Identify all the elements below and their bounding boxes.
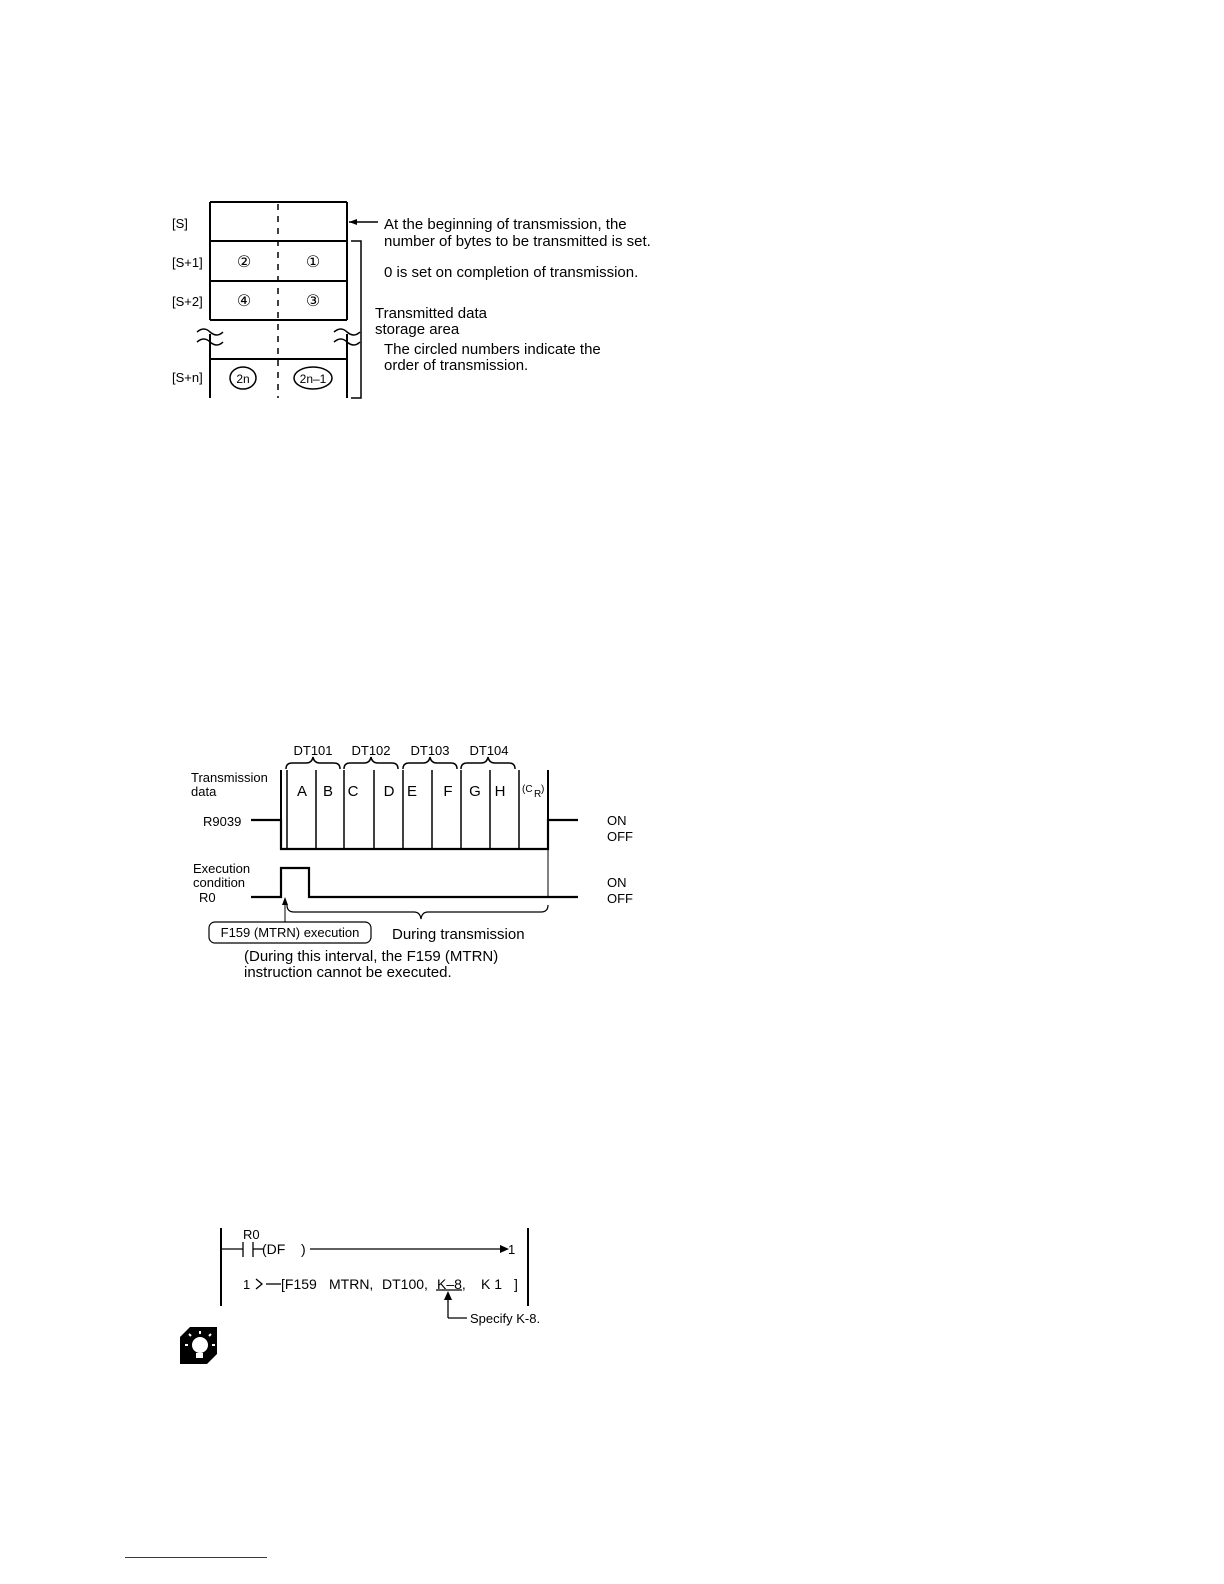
note-text: 0 is set on completion of transmission.: [384, 264, 639, 281]
note-text: Transmitted data: [375, 305, 487, 322]
byte-order: 2n: [236, 372, 250, 386]
word-label: DT104: [469, 743, 509, 758]
row-label: [S+2]: [172, 294, 203, 309]
off-label: OFF: [607, 829, 633, 844]
char-cr: (C: [522, 784, 533, 795]
byte-order: ③: [305, 293, 321, 310]
char-cr: ): [541, 784, 545, 795]
arrow-up-icon: [444, 1291, 452, 1300]
td-label: data: [191, 784, 217, 799]
byte-order: ②: [236, 254, 252, 271]
byte-order: 2n–1: [299, 372, 327, 386]
arrow-head-icon: [349, 219, 357, 225]
word-label: DT103: [410, 743, 450, 758]
ladder-program: [221, 1227, 540, 1326]
arrow-up-icon: [282, 897, 288, 905]
exec-label: Execution: [193, 861, 251, 876]
instr-close: ]: [514, 1276, 518, 1292]
note-text: number of bytes to be transmitted is set.: [384, 233, 651, 250]
signal-label-r9039: R9039: [203, 814, 242, 829]
signal-label-r0: R0: [199, 890, 216, 905]
instr-dt100: DT100,: [382, 1276, 428, 1292]
char-A: A: [296, 783, 308, 800]
char-C: C: [347, 783, 359, 800]
df-instruction-close: ): [301, 1241, 306, 1257]
td-label: Transmission: [191, 770, 268, 785]
on-label: ON: [607, 875, 627, 890]
off-label: OFF: [607, 891, 633, 906]
specify-note: Specify K-8.: [470, 1311, 541, 1326]
interval-note: instruction cannot be executed.: [244, 964, 452, 981]
during-transmission-label: During transmission: [392, 926, 525, 943]
char-H: H: [494, 783, 506, 800]
memory-layout-diagram: [197, 202, 378, 398]
on-label: ON: [607, 813, 627, 828]
row-label: [S]: [172, 216, 188, 231]
word-label: DT102: [351, 743, 391, 758]
row-label: [S+n]: [172, 370, 203, 385]
instr-k8: K–8,: [437, 1276, 466, 1292]
instr-mtrn: MTRN,: [329, 1276, 374, 1292]
char-G: G: [469, 783, 481, 800]
char-cr: R: [534, 789, 542, 800]
char-D: D: [383, 783, 395, 800]
df-instruction: (DF: [262, 1241, 286, 1257]
timing-chart: [191, 743, 633, 981]
row-label: [S+1]: [172, 255, 203, 270]
byte-order: ①: [305, 254, 321, 271]
char-F: F: [443, 783, 453, 800]
note-text: At the beginning of transmission, the: [384, 216, 627, 233]
note-text: storage area: [375, 321, 460, 338]
hint-bulb-icon: [180, 1327, 217, 1364]
byte-order: ④: [236, 293, 252, 310]
exec-label: condition: [193, 875, 246, 890]
interval-note: (During this interval, the F159 (MTRN): [244, 948, 499, 965]
contact-label-r0: R0: [243, 1227, 260, 1242]
f159-execution-label: F159 (MTRN) execution: [220, 925, 360, 940]
word-label: DT101: [293, 743, 333, 758]
footer-link-rule: [125, 1557, 267, 1558]
instr-f159: [F159: [281, 1276, 317, 1292]
note-text: The circled numbers indicate the: [384, 341, 601, 358]
char-B: B: [322, 783, 334, 800]
note-text: order of transmission.: [384, 357, 529, 374]
input-label: 1: [243, 1277, 251, 1292]
output-label: 1: [508, 1242, 516, 1257]
instr-k1: K 1: [481, 1276, 503, 1292]
char-E: E: [406, 783, 418, 800]
